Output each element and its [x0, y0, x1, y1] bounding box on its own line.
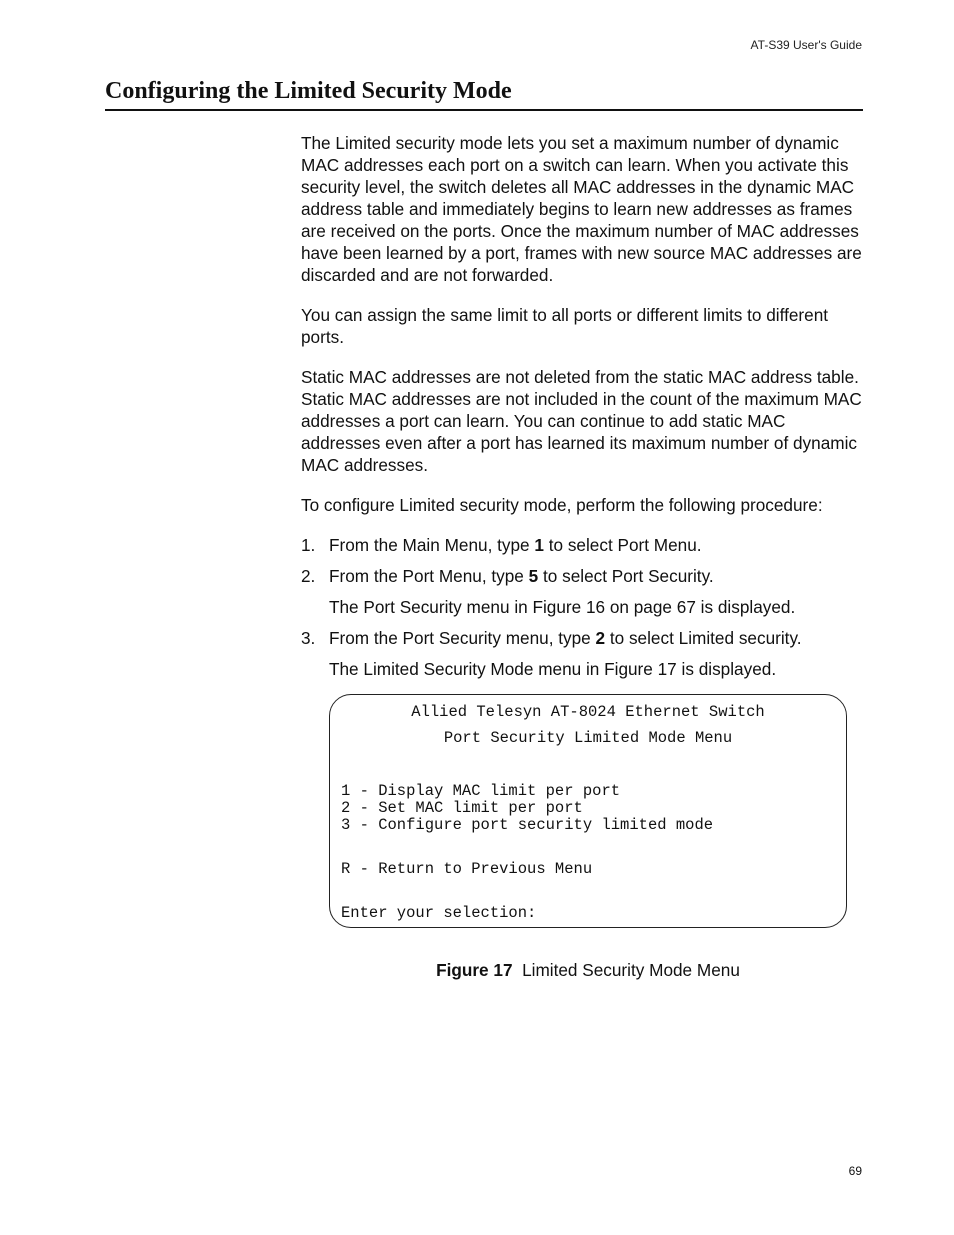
menu-header-subtitle: Port Security Limited Mode Menu — [443, 729, 733, 747]
step-text-pre: From the Port Security menu, type — [329, 628, 596, 648]
step-result: The Limited Security Mode menu in Figure 17 is displayed. — [329, 659, 777, 679]
step-key: 1 — [534, 535, 544, 555]
step-text-post: to select Limited security. — [605, 628, 802, 648]
figure-caption-text: Limited Security Mode Menu — [522, 960, 740, 980]
step-number: 2. — [301, 566, 316, 586]
step-number: 1. — [301, 535, 316, 555]
step-item — [301, 534, 863, 556]
body-content — [301, 132, 863, 689]
step-number: 3. — [301, 628, 316, 648]
paragraph-procedure: To configure Limited security mode, perform the following procedure: — [301, 495, 823, 515]
procedure-steps — [301, 534, 863, 680]
running-header: AT-S39 User's Guide — [750, 38, 862, 52]
terminal-menu-figure — [329, 694, 847, 928]
figure-label: Figure 17 — [436, 960, 513, 980]
step-text-post: to select Port Security. — [538, 566, 714, 586]
section-title: Configuring the Limited Security Mode — [105, 78, 863, 111]
menu-option-3: 3 - Configure port security limited mode — [341, 816, 714, 834]
step-item — [301, 627, 863, 680]
menu-option-2: 2 - Set MAC limit per port — [341, 799, 583, 817]
step-key: 2 — [595, 628, 606, 648]
menu-option-return: R - Return to Previous Menu — [341, 860, 593, 878]
step-result: The Port Security menu in Figure 16 on page 67 is displayed. — [329, 597, 796, 617]
step-text-post: to select Port Menu. — [543, 535, 702, 555]
menu-header-title: Allied Telesyn AT-8024 Ethernet Switch — [411, 703, 765, 721]
paragraph-limits: You can assign the same limit to all ports or different limits to different ports. — [301, 305, 829, 347]
paragraph-static: Static MAC addresses are not deleted from the static MAC address table. Static MAC addresses are not included in the count of the maximum MAC addresses a port can learn. You can continue to add static MAC addresses even after a port has learned its maximum number of dynamic MAC addresses. — [301, 367, 862, 475]
step-text-pre: From the Main Menu, type — [329, 535, 535, 555]
paragraph-intro: The Limited security mode lets you set a maximum number of dynamic MAC addresses each port on a switch can learn. When you activate this security level, the switch deletes all MAC addresses in the dynamic MAC address table and immediately begins to learn new addresses as frames are received on the ports. Once the maximum number of MAC addresses have been learned by a port, frames with new source MAC addresses are discarded and are not forwarded. — [301, 133, 862, 285]
figure-caption — [329, 960, 847, 981]
menu-prompt: Enter your selection: — [341, 904, 537, 922]
step-item — [301, 565, 863, 618]
menu-option-1: 1 - Display MAC limit per port — [341, 782, 621, 800]
step-key: 5 — [528, 566, 539, 586]
page-number: 69 — [848, 1164, 862, 1178]
step-text-pre: From the Port Menu, type — [329, 566, 529, 586]
